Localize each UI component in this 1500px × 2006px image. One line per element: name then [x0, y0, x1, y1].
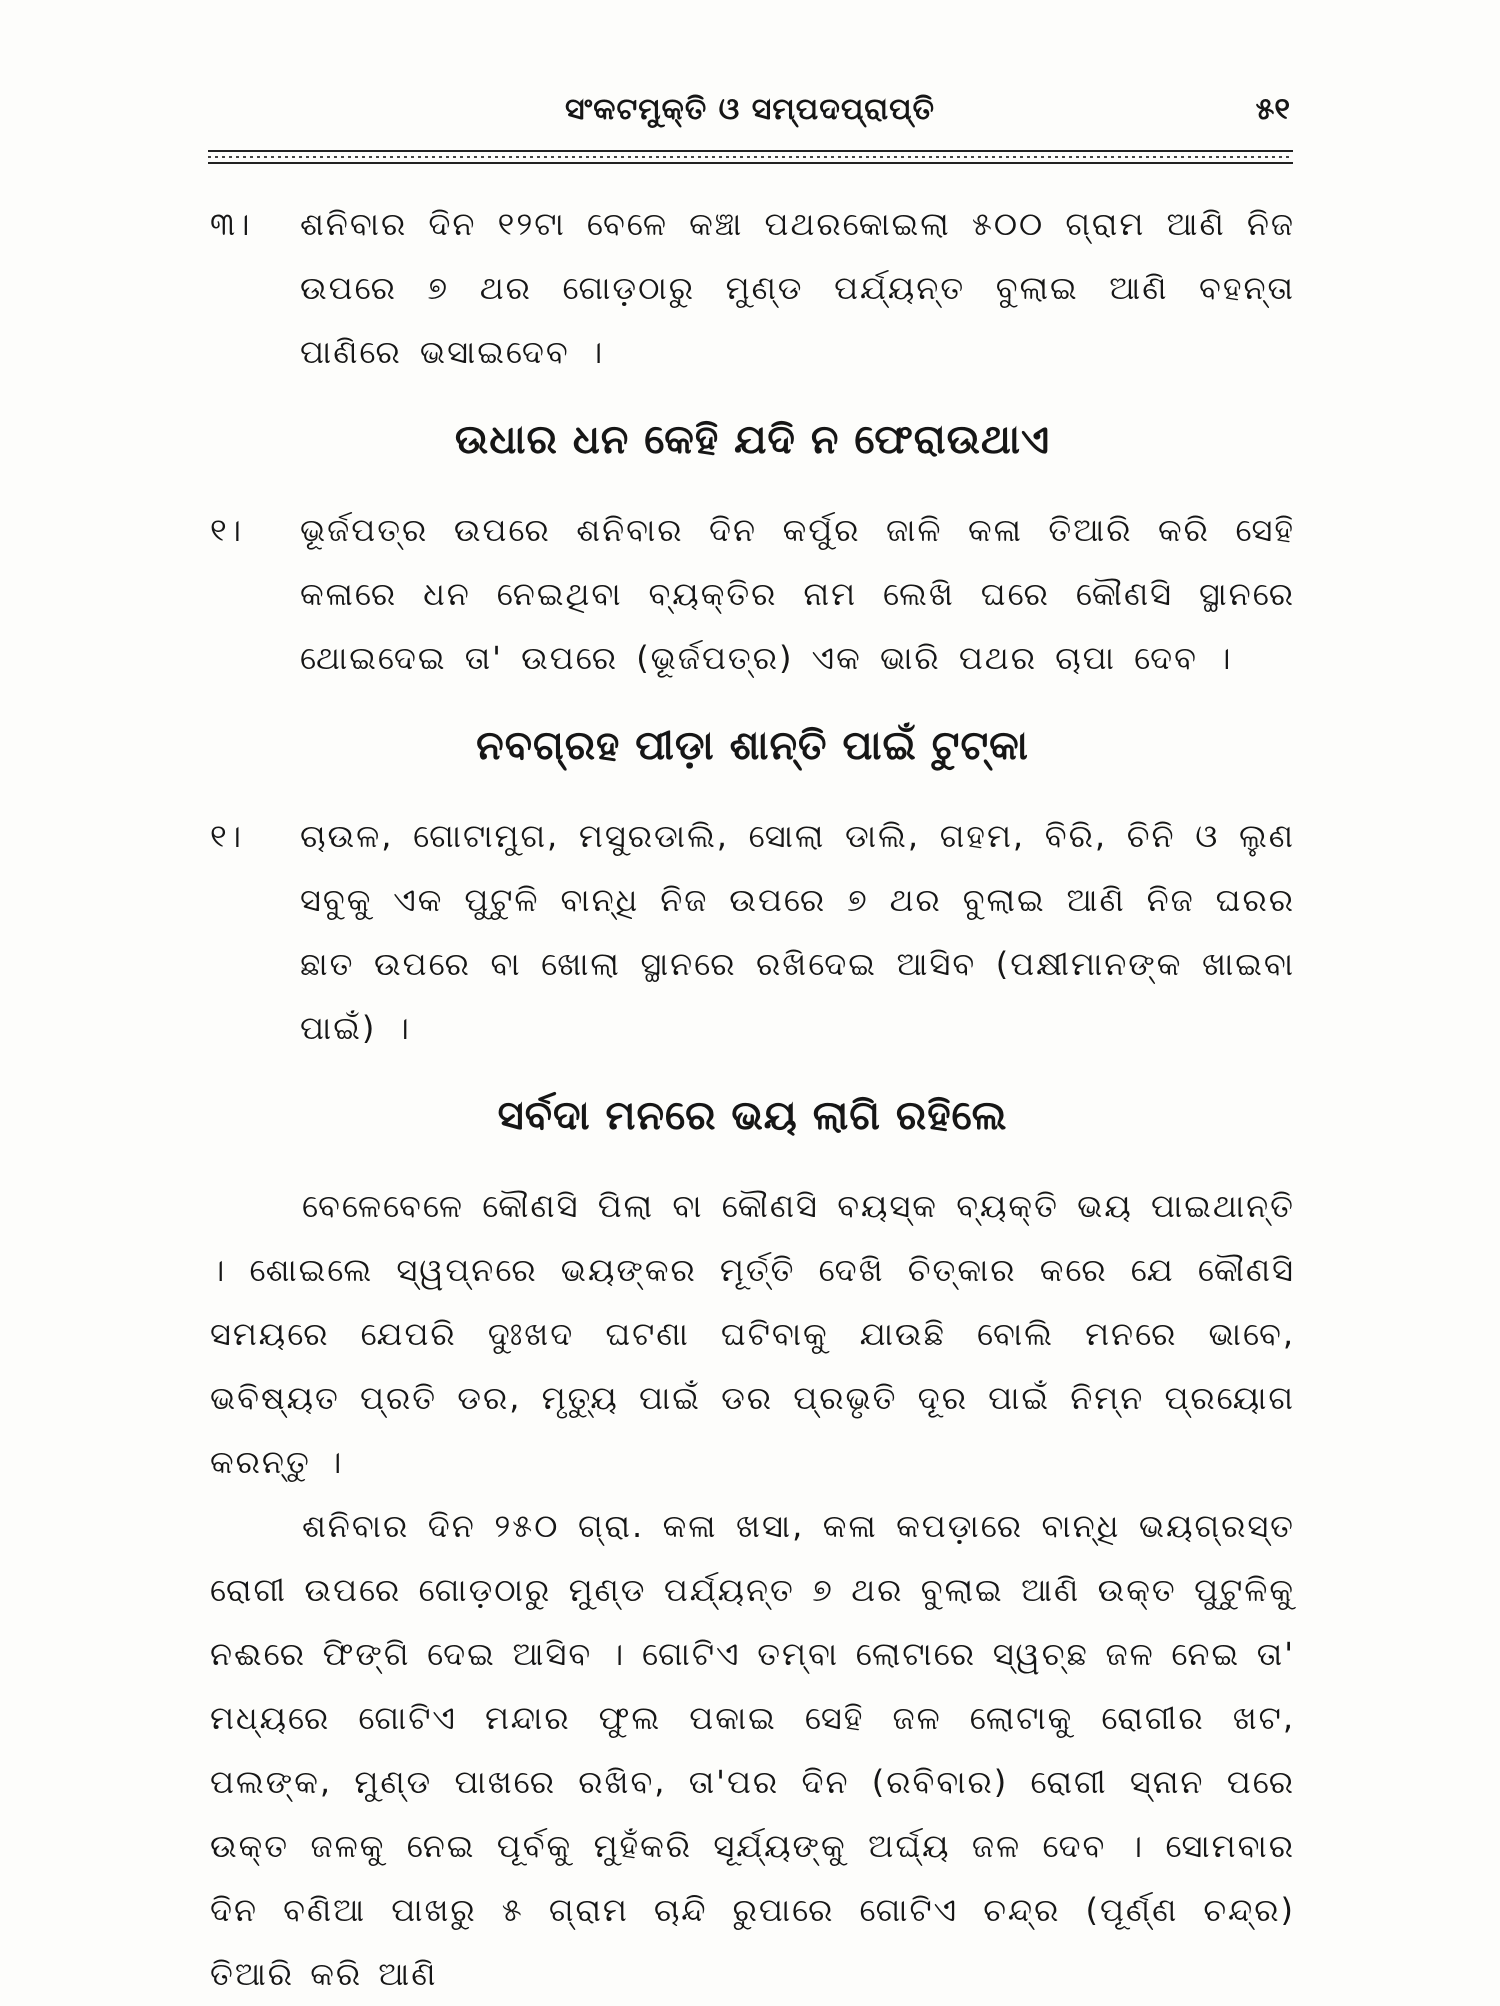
- page-number: ୫୧: [1255, 92, 1290, 127]
- list-item: [210, 498, 1295, 690]
- item-text: ଶନିବାର ଦିନ ୧୨ଟା ବେଳେ କଞ୍ଚା ପଥରକୋଇଲା ୫୦୦ ଗ୍ରାମ ଆଣି ନିଜ ଉପରେ ୭ ଥର ଗୋଡ଼ଠାରୁ ମୁଣ୍ଡ ପର୍ଯ୍ୟନ୍ତ ବୁଲାଇ ଆଣି ବହନ୍ତା ପାଣିରେ ଭସାଇଦେବ ।: [300, 205, 1295, 371]
- section-heading: ଉଧାର ଧନ କେହି ଯଦି ନ ଫେରାଉଥାଏ: [454, 417, 1051, 463]
- item-number: ୩।: [210, 205, 250, 243]
- body-paragraph: ଶନିବାର ଦିନ ୨୫୦ ଗ୍ରା. କଳା ଖସା, କଳା କପଡ଼ାରେ ବାନ୍ଧି ଭୟଗ୍ରସ୍ତ ରୋଗୀ ଉପରେ ଗୋଡ଼ଠାରୁ ମୁଣ୍ଡ ପର୍ଯ୍ୟନ୍ତ ୭ ଥର ବୁଲାଇ ଆଣି ଉକ୍ତ ପୁଟୁଳିକୁ ନଈରେ ଫିଙ୍ଗି ଦେଇ ଆସିବ । ଗୋଟିଏ ତମ୍ବା ଲୋଟାରେ ସ୍ୱଚ୍ଛ ଜଳ ନେଇ ତା' ମଧ୍ୟରେ ଗୋଟିଏ ମନ୍ଦାର ଫୁଲ ପକାଇ ସେହି ଜଳ ଲୋଟାକୁ ରୋଗୀର ଖଟ, ପଲଙ୍କ, ମୁଣ୍ଡ ପାଖରେ ରଖିବ, ତା'ପର ଦିନ (ରବିବାର) ରୋଗୀ ସ୍ନାନ ପରେ ଉକ୍ତ ଜଳକୁ ନେଇ ପୂର୍ବକୁ ମୁହଁକରି ସୂର୍ଯ୍ୟଙ୍କୁ ଅର୍ଘ୍ୟ ଜଳ ଦେବ । ସୋମବାର ଦିନ ବଣିଆ ପାଖରୁ ୫ ଗ୍ରାମ ଚାନ୍ଦି ରୁପାରେ ଗୋଟିଏ ଚନ୍ଦ୍ର (ପୂର୍ଣ୍ଣ ଚନ୍ଦ୍ର) ତିଆରି କରି ଆଣି: [210, 1507, 1295, 1993]
- page-header: [210, 92, 1290, 152]
- body-paragraph: ବେଳେବେଳେ କୌଣସି ପିଲା ବା କୌଣସି ବୟସ୍କ ବ୍ୟକ୍ତି ଭୟ ପାଇଥାନ୍ତି । ଶୋଇଲେ ସ୍ୱପ୍ନରେ ଭୟଙ୍କର ମୂର୍ତ୍ତି ଦେଖି ଚିତ୍କାର କରେ ଯେ କୌଣସି ସମୟରେ ଯେପରି ଦୁଃଖଦ ଘଟଣା ଘଟିବାକୁ ଯାଉଛି ବୋଲି ମନରେ ଭାବେ, ଭବିଷ୍ୟତ ପ୍ରତି ଡର, ମୃତ୍ୟୁ ପାଇଁ ଡର ପ୍ରଭୃତି ଦୂର ପାଇଁ ନିମ୍ନ ପ୍ରୟୋଗ କରନ୍ତୁ ।: [210, 1187, 1295, 1481]
- list-item: [210, 192, 1295, 384]
- item-text: ଚାଉଳ, ଗୋଟାମୁଗ, ମସୁରଡାଲି, ସୋଲା ଡାଲି, ଗହମ, ବିରି, ଚିନି ଓ ଲୁଣ ସବୁକୁ ଏକ ପୁଟୁଳି ବାନ୍ଧି ନିଜ ଉପରେ ୭ ଥର ବୁଲାଇ ଆଣି ନିଜ ଘରର ଛାତ ଉପରେ ବା ଖୋଲା ସ୍ଥାନରେ ରଖିଦେଇ ଆସିବ (ପକ୍ଷୀମାନଙ୍କ ଖାଇବା ପାଇଁ) ।: [300, 817, 1295, 1047]
- section-heading: ନବଗ୍ରହ ପୀଡ଼ା ଶାନ୍ତି ପାଇଁ ଟୁଟ୍‌କା: [476, 723, 1029, 769]
- page-body: [210, 192, 1295, 2006]
- item-number: ୧।: [210, 817, 242, 855]
- running-title: ସଂକଟମୁକ୍ତି ଓ ସମ୍ପଦପ୍ରାପ୍ତି: [565, 92, 935, 127]
- section-heading: ସର୍ବଦା ମନରେ ଭୟ ଲାଗି ରହିଲେ: [497, 1093, 1008, 1139]
- list-item: [210, 804, 1295, 1060]
- item-text: ଭୂର୍ଜପତ୍ର ଉପରେ ଶନିବାର ଦିନ କର୍ପୁର ଜାଳି କଳା ତିଆରି କରି ସେହି କଳାରେ ଧନ ନେଇଥିବା ବ୍ୟକ୍ତିର ନାମ ଲେଖି ଘରେ କୌଣସି ସ୍ଥାନରେ ଥୋଇଦେଇ ତା' ଉପରେ (ଭୂର୍ଜପତ୍ର) ଏକ ଭାରି ପଥର ଚାପା ଦେବ ।: [300, 511, 1295, 677]
- item-number: ୧।: [210, 511, 242, 549]
- header-rule: [208, 150, 1293, 164]
